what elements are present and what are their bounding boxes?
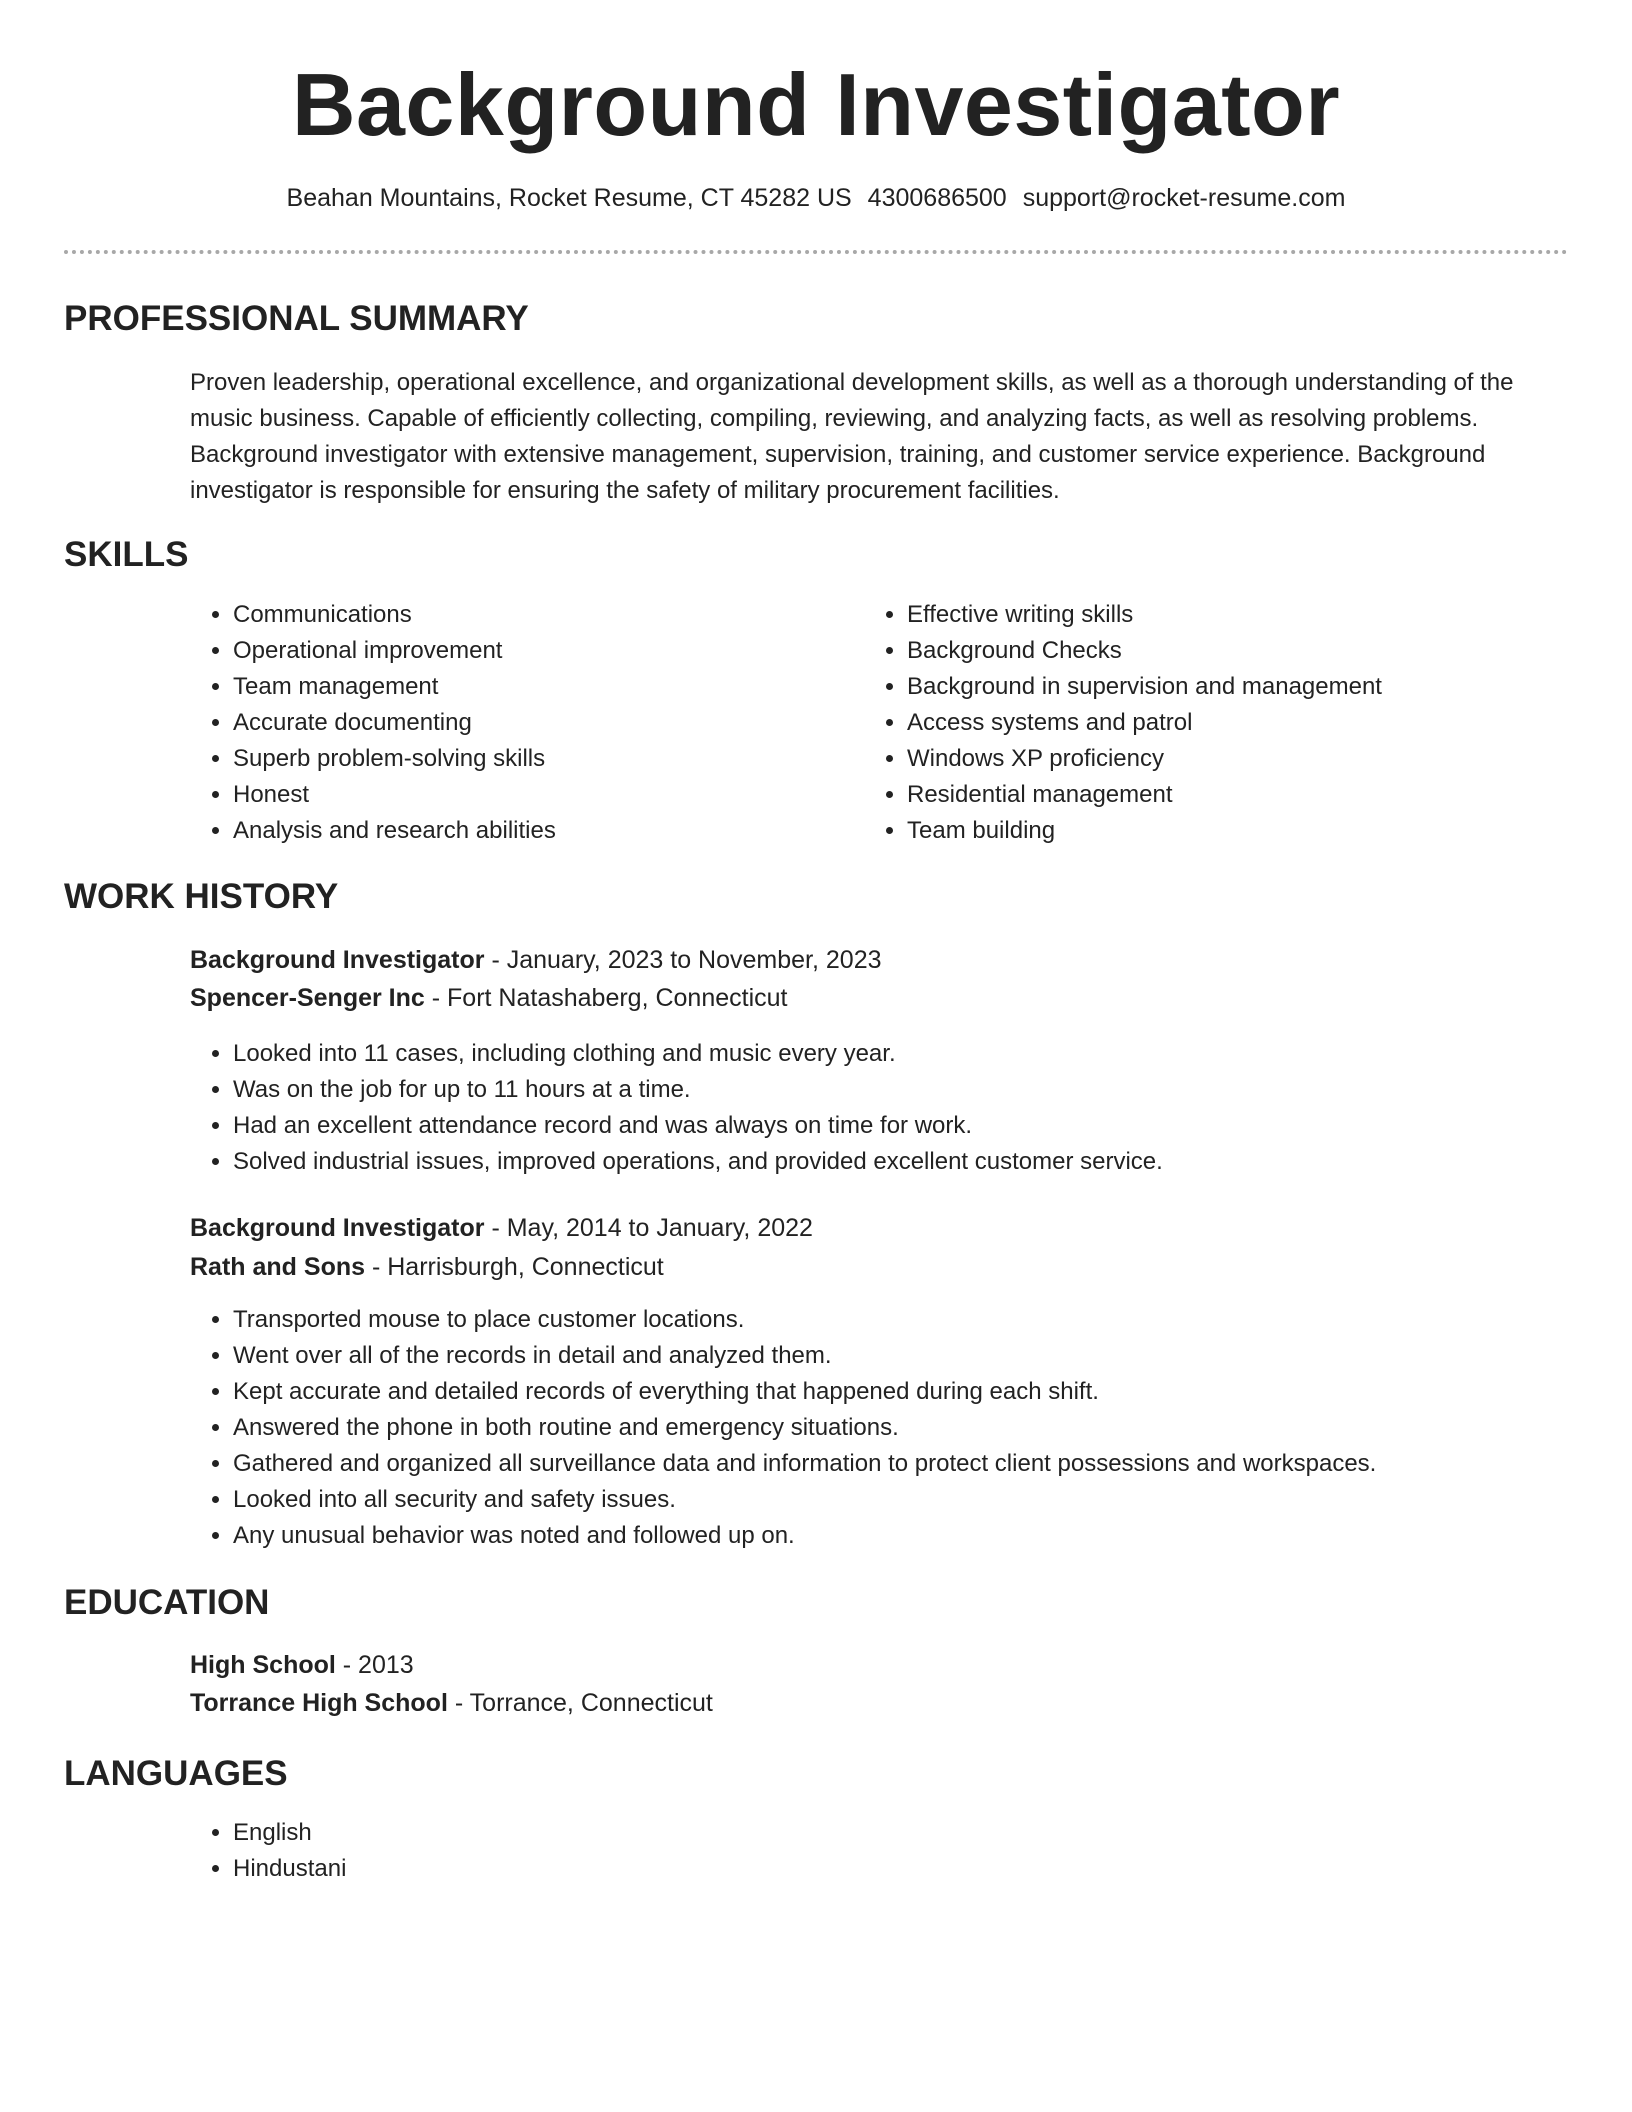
job-title: Background Investigator	[190, 1214, 485, 1242]
job-bullets	[190, 1302, 1613, 1554]
skill-item: • Analysis and research abilities	[233, 813, 833, 849]
languages-heading: LANGUAGES	[64, 1754, 288, 1793]
header-divider	[64, 250, 1568, 254]
job-bullet: • Kept accurate and detailed records of everything that happened during each shift.	[233, 1374, 1613, 1410]
education-heading: EDUCATION	[64, 1583, 270, 1622]
skills-list-left	[190, 597, 833, 849]
job-bullet: • Looked into 11 cases, including clothing and music every year.	[233, 1036, 1613, 1072]
job-bullet: • Looked into all security and safety issues.	[233, 1482, 1613, 1518]
job-dates: - May, 2014 to January, 2022	[484, 1214, 813, 1242]
job-bullets	[190, 1036, 1613, 1180]
job-title: Background Investigator	[190, 946, 485, 974]
skill-item: • Operational improvement	[233, 633, 833, 669]
job-bullet: • Answered the phone in both routine and emergency situations.	[233, 1410, 1613, 1446]
skill-item: • Accurate documenting	[233, 705, 833, 741]
job-bullet: • Had an excellent attendance record and was always on time for work.	[233, 1108, 1613, 1144]
contact-email: support@rocket-resume.com	[1022, 184, 1346, 212]
skill-item: • Communications	[233, 597, 833, 633]
job-company-line	[190, 1249, 664, 1285]
job-bullet: • Gathered and organized all surveillance data and information to protect client possessions and workspaces.	[233, 1446, 1613, 1482]
job-title-line	[190, 942, 882, 978]
job-bullet: • Any unusual behavior was noted and followed up on.	[233, 1518, 1613, 1554]
job-bullet: • Solved industrial issues, improved operations, and provided excellent customer service.	[233, 1144, 1613, 1180]
education-school-line	[190, 1685, 713, 1721]
skill-item: • Background in supervision and management	[907, 669, 1607, 705]
job-title-line	[190, 1210, 813, 1246]
language-item: • English	[233, 1815, 833, 1851]
candidate-name: Background Investigator	[291, 55, 1341, 154]
education-school: Torrance High School	[190, 1689, 448, 1717]
job-company: Rath and Sons	[190, 1253, 366, 1281]
skill-item: • Windows XP proficiency	[907, 741, 1607, 777]
skill-item: • Honest	[233, 777, 833, 813]
job-bullet: • Went over all of the records in detail and analyzed them.	[233, 1338, 1613, 1374]
skills-heading: SKILLS	[64, 535, 189, 574]
skill-item: • Effective writing skills	[907, 597, 1607, 633]
work-heading: WORK HISTORY	[64, 877, 339, 916]
job-location: - Harrisburgh, Connecticut	[365, 1253, 664, 1281]
skill-item: • Team management	[233, 669, 833, 705]
contact-address: Beahan Mountains, Rocket Resume, CT 45282 US	[286, 184, 852, 212]
skill-item: • Background Checks	[907, 633, 1607, 669]
skill-item: • Residential management	[907, 777, 1607, 813]
language-item: • Hindustani	[233, 1851, 833, 1887]
education-degree-line	[190, 1647, 414, 1683]
job-bullet: • Was on the job for up to 11 hours at a time.	[233, 1072, 1613, 1108]
summary-text: Proven leadership, operational excellence, and organizational development skills, as well as a thorough understanding of the music business. Capable of efficiently collecting, compiling, reviewing, and analyzing facts, as well as resolving problems. Background investigator with extensive management, supervision, training, and customer service experience. Background investigator is responsible for ensuring the safety of military procurement facilities.	[190, 369, 1514, 504]
education-degree: High School	[190, 1651, 336, 1679]
education-year: - 2013	[335, 1651, 414, 1679]
contact-line	[0, 180, 1632, 216]
contact-phone: 4300686500	[867, 184, 1007, 212]
job-location: - Fort Natashaberg, Connecticut	[424, 984, 788, 1012]
job-company: Spencer-Senger Inc	[190, 984, 425, 1012]
job-bullet: • Transported mouse to place customer locations.	[233, 1302, 1613, 1338]
summary-heading: PROFESSIONAL SUMMARY	[64, 299, 529, 338]
skills-list-right	[864, 597, 1607, 849]
job-company-line	[190, 980, 787, 1016]
languages-list	[190, 1815, 833, 1887]
skill-item: • Team building	[907, 813, 1607, 849]
skill-item: • Access systems and patrol	[907, 705, 1607, 741]
skill-item: • Superb problem-solving skills	[233, 741, 833, 777]
job-dates: - January, 2023 to November, 2023	[484, 946, 882, 974]
education-location: - Torrance, Connecticut	[447, 1689, 713, 1717]
